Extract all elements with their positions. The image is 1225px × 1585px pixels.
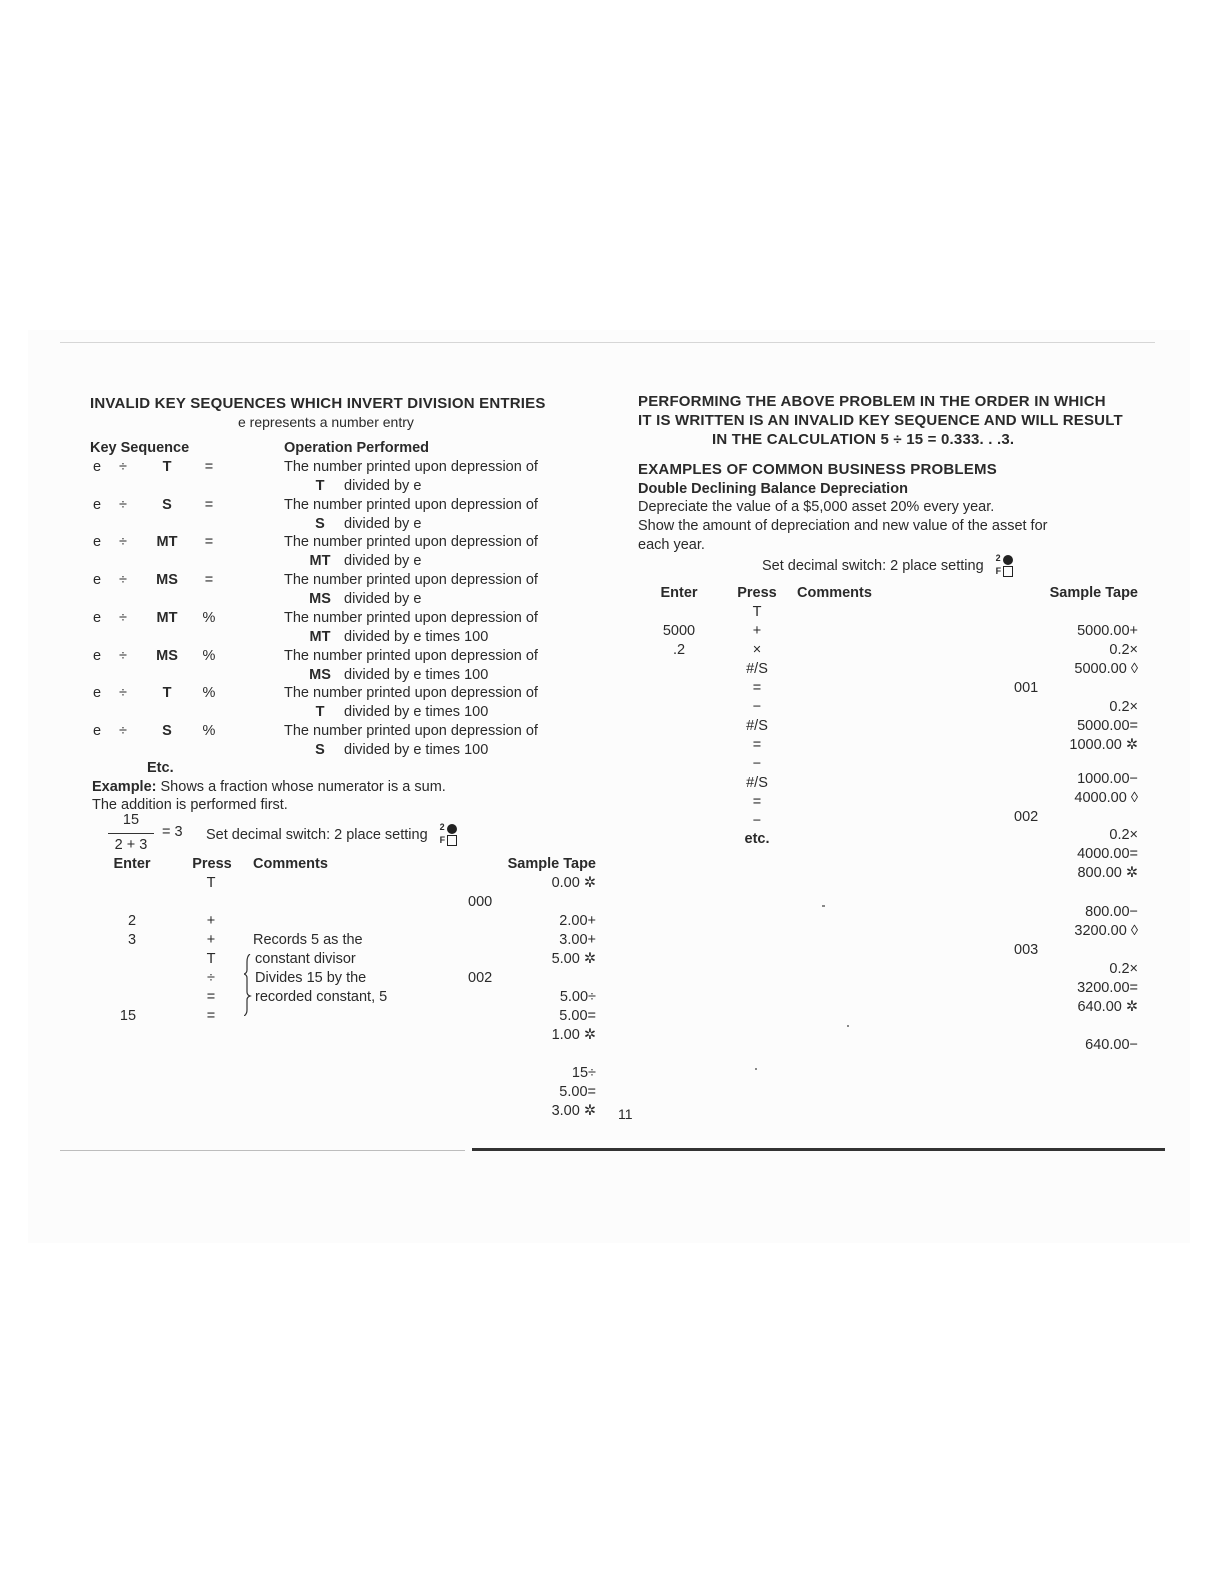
right-press-key: = [752, 680, 762, 696]
seq-operator: = [204, 459, 214, 475]
tape-entry: 3.00+ [559, 932, 596, 948]
op-key: S [315, 741, 325, 758]
tape-entry: 0.2× [1109, 699, 1138, 715]
seq-operator: = [204, 496, 214, 513]
right-code-002: 002 [1014, 809, 1039, 825]
seq-entry-e: e [93, 534, 102, 551]
tape-entry: 3200.00= [1077, 980, 1138, 996]
right-press-key: #/S [746, 661, 768, 677]
left-th-enter: Enter [113, 856, 151, 872]
right-press-key: − [752, 813, 762, 829]
problem-text-3: each year. [638, 537, 705, 553]
op-description: The number printed upon depression of [284, 685, 538, 702]
seq-entry-e: e [93, 572, 102, 589]
op-key: S [315, 515, 325, 532]
seq-divide-sign: ÷ [119, 647, 127, 664]
seq-operator: % [202, 722, 216, 739]
seq-divide-sign: ÷ [119, 722, 127, 739]
bottom-rule-right [472, 1148, 1165, 1151]
seq-operator: = [204, 572, 214, 589]
fraction-numerator: 15 [122, 812, 140, 828]
right-title-3: IN THE CALCULATION 5 ÷ 15 = 0.333. . .3. [712, 431, 1015, 448]
right-press-key: #/S [746, 718, 768, 734]
left-code-002: 002 [468, 970, 493, 986]
left-comment-2: constant divisor [255, 951, 356, 967]
seq-divide-sign: ÷ [119, 609, 127, 626]
left-press-3: + [206, 932, 216, 948]
right-th-enter: Enter [660, 585, 698, 601]
right-press-key: × [752, 642, 762, 658]
seq-key: MT [156, 534, 178, 551]
right-th-press: Press [737, 585, 777, 601]
top-rule [60, 342, 1155, 343]
problem-text-1: Depreciate the value of a $5,000 asset 20% every year. [638, 499, 995, 515]
right-press-key: = [752, 737, 762, 753]
tape-entry: 3.00 ✲ [551, 1103, 596, 1119]
example-line [92, 779, 446, 795]
tape-entry: 800.00 ✲ [1077, 865, 1138, 881]
left-enter-1: 2 [127, 913, 137, 929]
right-press-key: = [752, 794, 762, 810]
etc-label: Etc. [147, 760, 174, 776]
right-th-comments: Comments [797, 585, 872, 601]
tape-entry: 5000.00 ◊ [1074, 661, 1138, 677]
tape-entry: 0.2× [1109, 827, 1138, 843]
print-speck [847, 1025, 849, 1027]
left-subtitle: e represents a number entry [238, 414, 414, 430]
tape-entry: 0.2× [1109, 642, 1138, 658]
op-description: The number printed upon depression of [284, 534, 538, 551]
tape-entry: 640.00− [1085, 1037, 1138, 1053]
right-press-key: − [752, 756, 762, 772]
print-speck [755, 1068, 757, 1070]
col-key-sequence: Key Sequence [90, 440, 190, 456]
seq-entry-e: e [93, 722, 102, 739]
seq-divide-sign: ÷ [119, 496, 127, 513]
tape-entry: 2.00+ [559, 913, 596, 929]
left-press-1: T [206, 875, 216, 891]
seq-operator: % [202, 685, 216, 702]
op-result: divided by e [344, 515, 422, 532]
op-key: MT [309, 553, 331, 570]
right-press-key: etc. [744, 831, 770, 847]
example-label: Example: [92, 779, 157, 795]
decimal-switch-text: Set decimal switch: 2 place setting [206, 826, 428, 843]
tape-entry: 1000.00− [1077, 771, 1138, 787]
left-th-comments: Comments [253, 856, 328, 872]
example-text: Shows a fraction whose numerator is a sum. [160, 779, 446, 795]
op-key: T [315, 478, 325, 494]
left-comment-1: Records 5 as the [253, 932, 363, 948]
seq-operator: % [202, 609, 216, 626]
left-th-press: Press [192, 856, 232, 872]
page-number: 11 [618, 1106, 633, 1122]
seq-entry-e: e [93, 647, 102, 664]
tape-entry: 4000.00= [1077, 846, 1138, 862]
left-press-7: = [206, 1008, 216, 1024]
op-description: The number printed upon depression of [284, 572, 538, 589]
subsection-heading: Double Declining Balance Depreciation [638, 481, 908, 497]
comment-brace [244, 954, 256, 1016]
seq-key: T [162, 459, 172, 475]
op-description: The number printed upon depression of [284, 496, 538, 513]
fraction-denominator: 2 + 3 [114, 837, 148, 853]
right-decimal-switch-text: Set decimal switch: 2 place setting [762, 557, 984, 574]
right-decimal-switch-icon: 2 F [996, 555, 1014, 577]
right-press-key: #/S [746, 775, 768, 791]
tape-entry: 800.00− [1085, 904, 1138, 920]
seq-divide-sign: ÷ [119, 459, 127, 475]
tape-entry: 5.00= [559, 1084, 596, 1100]
problem-text-2: Show the amount of depreciation and new value of the asset for [638, 518, 1048, 534]
right-press-key: − [752, 699, 762, 715]
op-key: MS [309, 666, 331, 683]
op-description: The number printed upon depression of [284, 459, 538, 475]
seq-key: MS [156, 647, 178, 664]
right-code-001: 001 [1014, 680, 1039, 696]
op-description: The number printed upon depression of [284, 609, 538, 626]
seq-key: MS [156, 572, 178, 589]
right-decimal-switch-setting [762, 555, 1014, 577]
tape-entry: 5.00 ✲ [551, 951, 596, 967]
print-speck [822, 905, 825, 907]
seq-divide-sign: ÷ [119, 534, 127, 551]
seq-key: S [162, 722, 172, 739]
tape-entry: 3200.00 ◊ [1074, 923, 1138, 939]
op-result: divided by e times 100 [344, 704, 489, 721]
left-th-tape: Sample Tape [507, 856, 596, 872]
op-result: divided by e times 100 [344, 628, 489, 645]
left-title: INVALID KEY SEQUENCES WHICH INVERT DIVISION ENTRIES [90, 395, 546, 412]
left-press-5: ÷ [207, 970, 215, 986]
op-description: The number printed upon depression of [284, 722, 538, 739]
right-enter-2: .2 [672, 642, 686, 658]
fraction-bar [108, 833, 154, 834]
seq-entry-e: e [93, 685, 102, 702]
op-description: The number printed upon depression of [284, 647, 538, 664]
decimal-switch-icon: 2 F [440, 824, 458, 846]
left-code-000: 000 [468, 894, 493, 910]
op-result: divided by e [344, 553, 422, 570]
bottom-rule-left [60, 1150, 465, 1151]
seq-key: T [162, 685, 172, 702]
seq-divide-sign: ÷ [119, 572, 127, 589]
seq-entry-e: e [93, 459, 102, 475]
tape-entry: 640.00 ✲ [1077, 999, 1138, 1015]
tape-entry: 5000.00= [1077, 718, 1138, 734]
tape-entry: 1.00 ✲ [551, 1027, 596, 1043]
tape-entry: 5000.00+ [1077, 623, 1138, 639]
seq-key: S [162, 496, 172, 513]
tape-entry: 15÷ [571, 1065, 596, 1081]
left-comment-4: recorded constant, 5 [255, 989, 388, 1005]
left-press-6: = [206, 989, 216, 1005]
op-result: divided by e [344, 591, 422, 608]
right-th-tape: Sample Tape [1049, 585, 1138, 601]
op-result: divided by e times 100 [344, 666, 489, 683]
op-key: T [315, 704, 325, 721]
right-press-key: T [752, 604, 762, 620]
op-key: MT [309, 628, 331, 645]
left-enter-3: 15 [119, 1008, 137, 1024]
seq-operator: % [202, 647, 216, 664]
left-press-4: T [206, 951, 216, 967]
right-code-003: 003 [1014, 942, 1039, 958]
left-comment-3: Divides 15 by the [255, 970, 367, 986]
tape-entry: 5.00÷ [559, 989, 596, 1005]
right-title-2: IT IS WRITTEN IS AN INVALID KEY SEQUENCE AND WILL RESULT [638, 412, 1123, 429]
left-enter-2: 3 [127, 932, 137, 948]
right-title-1: PERFORMING THE ABOVE PROBLEM IN THE ORDER IN WHICH [638, 393, 1106, 410]
tape-entry: 0.00 ✲ [551, 875, 596, 891]
example-text-2: The addition is performed first. [92, 797, 288, 813]
fraction-result: = 3 [162, 824, 183, 840]
tape-entry: 4000.00 ◊ [1074, 790, 1138, 806]
left-press-2: + [206, 913, 216, 929]
right-enter-1: 5000 [662, 623, 696, 639]
seq-key: MT [156, 609, 178, 626]
right-press-key: + [752, 623, 762, 639]
seq-operator: = [204, 534, 214, 551]
section-heading: EXAMPLES OF COMMON BUSINESS PROBLEMS [638, 461, 997, 478]
op-result: divided by e times 100 [344, 741, 489, 758]
tape-entry: 0.2× [1109, 961, 1138, 977]
seq-divide-sign: ÷ [119, 685, 127, 702]
decimal-switch-setting [206, 824, 458, 846]
op-result: divided by e [344, 478, 422, 494]
seq-entry-e: e [93, 609, 102, 626]
tape-entry: 1000.00 ✲ [1069, 737, 1138, 753]
tape-entry: 5.00= [559, 1008, 596, 1024]
seq-entry-e: e [93, 496, 102, 513]
col-operation-performed: Operation Performed [284, 440, 430, 456]
op-key: MS [309, 591, 331, 608]
